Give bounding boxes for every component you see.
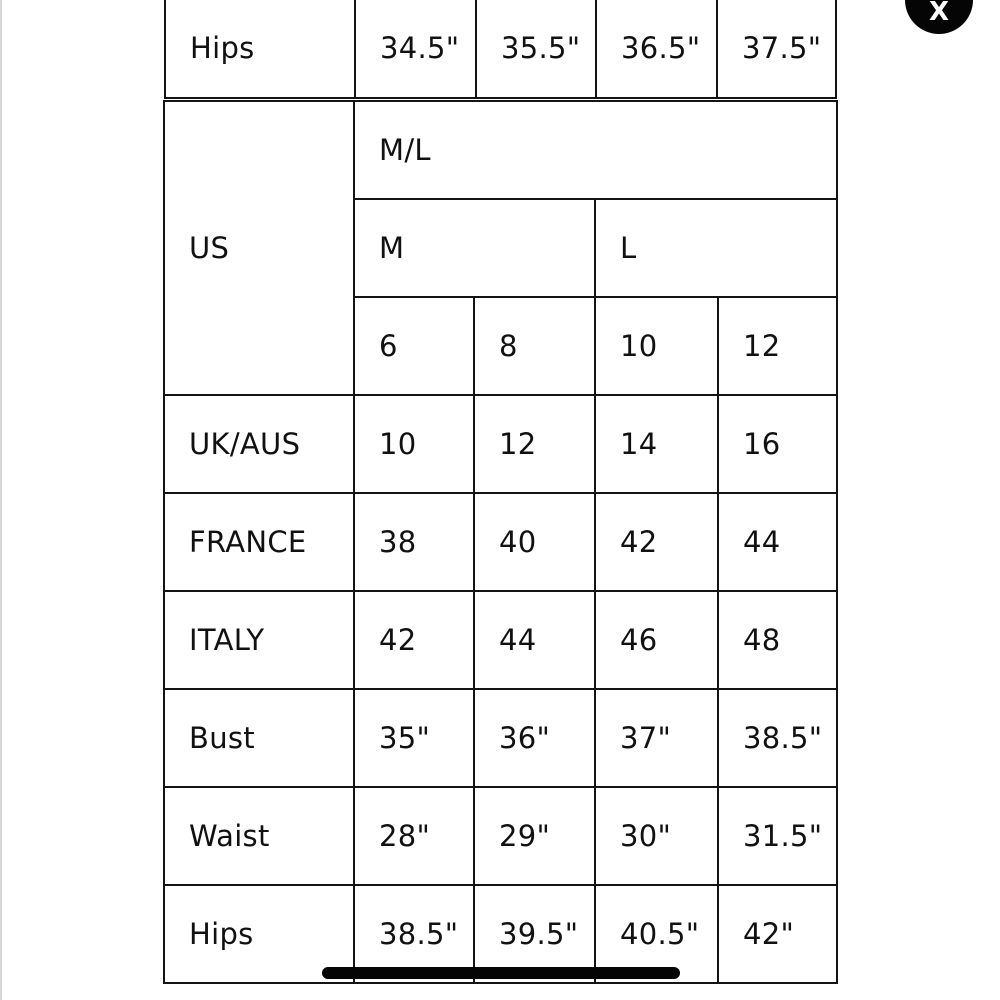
table-cell: 30" bbox=[595, 787, 718, 885]
table-cell: 10 bbox=[354, 395, 474, 493]
row-label: Waist bbox=[164, 787, 354, 885]
close-icon: X bbox=[928, 0, 950, 27]
row-label: Hips bbox=[164, 885, 354, 983]
row-label: FRANCE bbox=[164, 493, 354, 591]
table-cell: 31.5" bbox=[718, 787, 837, 885]
table-row bbox=[164, 493, 837, 591]
table-cell: 12 bbox=[474, 395, 595, 493]
table-cell: 48 bbox=[718, 591, 837, 689]
row-label: ITALY bbox=[164, 591, 354, 689]
row-label: Bust bbox=[164, 689, 354, 787]
table-row bbox=[164, 395, 837, 493]
size-conversion-table bbox=[163, 100, 838, 984]
table-row bbox=[164, 787, 837, 885]
table-cell: 6 bbox=[354, 297, 474, 395]
table-cell: 42 bbox=[595, 493, 718, 591]
table-cell: 38.5" bbox=[718, 689, 837, 787]
table-cell: 39.5" bbox=[474, 885, 595, 983]
table-cell: 16 bbox=[718, 395, 837, 493]
row-label: UK/AUS bbox=[164, 395, 354, 493]
row-label: Hips bbox=[165, 0, 355, 98]
table-cell: 35.5" bbox=[476, 0, 596, 98]
table-cell: 40.5" bbox=[595, 885, 718, 983]
left-edge-divider bbox=[0, 0, 2, 1000]
table-cell: 38 bbox=[354, 493, 474, 591]
table-cell: 28" bbox=[354, 787, 474, 885]
table-cell: 10 bbox=[595, 297, 718, 395]
table-cell: 34.5" bbox=[355, 0, 476, 98]
table-row bbox=[164, 689, 837, 787]
close-button[interactable] bbox=[905, 0, 973, 34]
table-cell: 42" bbox=[718, 885, 837, 983]
table-cell: 35" bbox=[354, 689, 474, 787]
table-cell: 44 bbox=[718, 493, 837, 591]
table-row bbox=[165, 0, 836, 98]
table-cell: 8 bbox=[474, 297, 595, 395]
table-row bbox=[164, 591, 837, 689]
table-cell: 12 bbox=[718, 297, 837, 395]
row-label-us: US bbox=[164, 101, 354, 395]
table-cell: 36" bbox=[474, 689, 595, 787]
table-cell: 29" bbox=[474, 787, 595, 885]
table-cell: 14 bbox=[595, 395, 718, 493]
previous-size-table bbox=[164, 0, 837, 99]
size-letter-cell: M bbox=[354, 199, 595, 297]
size-group-cell: M/L bbox=[354, 101, 837, 199]
table-cell: 42 bbox=[354, 591, 474, 689]
table-row bbox=[164, 101, 837, 199]
table-cell: 46 bbox=[595, 591, 718, 689]
table-cell: 40 bbox=[474, 493, 595, 591]
table-cell: 37" bbox=[595, 689, 718, 787]
size-letter-cell: L bbox=[595, 199, 837, 297]
table-cell: 36.5" bbox=[596, 0, 717, 98]
home-indicator[interactable] bbox=[322, 967, 680, 979]
table-cell: 37.5" bbox=[717, 0, 836, 98]
table-cell: 44 bbox=[474, 591, 595, 689]
table-cell: 38.5" bbox=[354, 885, 474, 983]
